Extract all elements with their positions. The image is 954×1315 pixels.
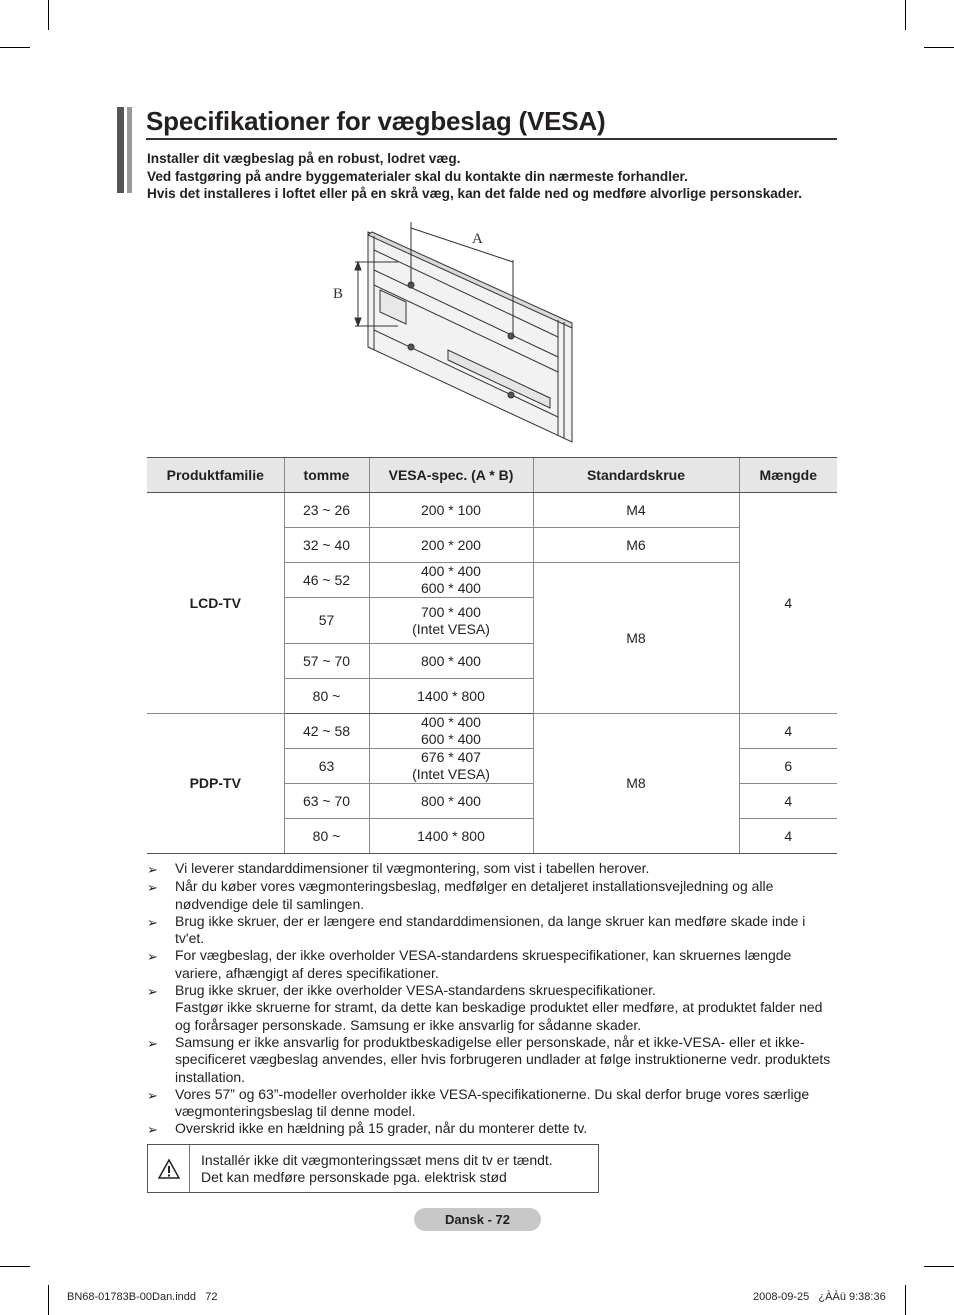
family-cell: PDP-TV (147, 714, 284, 854)
screw-cell: M8 (533, 714, 739, 854)
column-header: Produktfamilie (147, 458, 284, 493)
note-text: Når du køber vores vægmonteringsbeslag, medfølger en detaljeret installationsvejledning og alle nødvendige dele til samlingen. (175, 878, 774, 912)
note-item (147, 947, 837, 982)
arrow-icon: ➢ (147, 949, 158, 965)
column-header: Mængde (739, 458, 837, 493)
note-item (147, 860, 837, 878)
diagram-label-a: A (472, 231, 483, 247)
column-header: Standardskrue (533, 458, 739, 493)
vesa-cell: 1400 * 800 (369, 679, 533, 714)
tv-back-diagram (328, 210, 588, 450)
title-accent-bar (117, 107, 124, 193)
note-text: Vi leverer standarddimensioner til vægmontering, som vist i tabellen herover. (175, 860, 650, 876)
screw-cell: M8 (533, 563, 739, 714)
note-text: Vores 57” og 63”-modeller overholder ikke VESA-specifikationerne. Du skal derfor bruge vores særlige vægmonteringsbeslag til denne model. (175, 1085, 810, 1120)
note-text: Fastgør ikke skruerne for stramt, da dette kan beskadige produktet eller medføre, at produktet falder ned og forårsager personskade. Samsung er ikke ansvarlig for sådanne skader. (175, 999, 823, 1033)
screw-cell: M6 (533, 528, 739, 563)
vesa-line: 600 * 400 (421, 580, 481, 596)
warning-text (190, 1152, 553, 1186)
vesa-spec-table (147, 457, 837, 854)
note-text: Samsung er ikke ansvarlig for produktbeskadigelse eller personskade, når et ikke-VESA- eller et ikke-specificeret vægbeslag anvendes, eller hvis forbrugeren undlader at følge instruktionerne vedr. produktets installation. (175, 1033, 831, 1085)
crop-mark (0, 1266, 30, 1267)
column-header: tomme (284, 458, 369, 493)
inch-cell: 57 ~ 70 (284, 644, 369, 679)
vesa-line: 676 * 407 (421, 749, 481, 765)
note-item (147, 913, 837, 948)
note-text: For vægbeslag, der ikke overholder VESA-standardens skruespecifikationer, kan skruernes længde variere, afhængigt af deres specifikationer. (175, 947, 792, 981)
crop-mark (924, 47, 954, 48)
warning-box (147, 1144, 599, 1193)
arrow-icon: ➢ (147, 914, 158, 930)
intro-line: Hvis det installeres i loftet eller på en skrå væg, kan det falde ned og medføre alvorlige personskader. (147, 186, 802, 201)
note-item (147, 1086, 837, 1121)
intro-text (147, 150, 802, 203)
warning-line: Installér ikke dit vægmonteringssæt mens dit tv er tændt. (201, 1151, 553, 1168)
table-row (147, 493, 837, 528)
note-item (147, 982, 837, 1034)
vesa-cell (369, 714, 533, 749)
vesa-cell: 800 * 400 (369, 784, 533, 819)
crop-mark (48, 0, 49, 30)
crop-mark (48, 1285, 49, 1315)
inch-cell: 46 ~ 52 (284, 563, 369, 598)
crop-mark (924, 1266, 954, 1267)
arrow-icon: ➢ (147, 1122, 158, 1138)
note-text: Brug ikke skruer, der ikke overholder VESA-standardens skruespecifikationer. (175, 982, 656, 999)
warning-line: Det kan medføre personskade pga. elektrisk stød (201, 1168, 507, 1185)
vesa-cell: 1400 * 800 (369, 819, 533, 854)
quantity-cell: 4 (739, 714, 837, 749)
inch-cell: 80 ~ (284, 679, 369, 714)
note-item (147, 1120, 837, 1138)
vesa-line: (Intet VESA) (412, 766, 490, 782)
quantity-cell: 6 (739, 749, 837, 784)
vesa-cell: 200 * 100 (369, 493, 533, 528)
warning-icon (148, 1145, 190, 1192)
intro-line: Installer dit vægbeslag på en robust, lodret væg. (147, 151, 461, 166)
page-title: Specifikationer for vægbeslag (VESA) (146, 106, 606, 136)
inch-cell: 80 ~ (284, 819, 369, 854)
note-text: Brug ikke skruer, der er længere end standarddimensionen, da lange skruer kan medføre skade inde i tv'et. (175, 912, 806, 947)
vesa-cell (369, 598, 533, 644)
title-accent-bar (127, 107, 132, 193)
quantity-cell: 4 (739, 784, 837, 819)
column-header: VESA-spec. (A * B) (369, 458, 533, 493)
page-number-badge: Dansk - 72 (414, 1208, 541, 1231)
family-cell: LCD-TV (147, 493, 284, 714)
inch-cell: 23 ~ 26 (284, 493, 369, 528)
crop-mark (905, 1285, 906, 1315)
arrow-icon: ➢ (147, 984, 158, 1000)
vesa-line: 700 * 400 (421, 603, 481, 620)
table-row (147, 714, 837, 749)
footer-timestamp: 2008-09-25 ¿ÀÀü 9:38:36 (753, 1291, 886, 1303)
intro-line: Ved fastgøring på andre byggematerialer skal du kontakte din nærmeste forhandler. (147, 168, 688, 184)
footer-file: BN68-01783B-00Dan.indd 72 (67, 1291, 218, 1303)
inch-cell: 57 (284, 598, 369, 644)
inch-cell: 63 ~ 70 (284, 784, 369, 819)
inch-cell: 42 ~ 58 (284, 714, 369, 749)
diagram-label-b: B (333, 286, 344, 302)
arrow-icon: ➢ (147, 1087, 158, 1103)
notes-list (147, 860, 837, 1139)
note-item (147, 878, 837, 913)
vesa-cell: 800 * 400 (369, 644, 533, 679)
note-text: Overskrid ikke en hældning på 15 grader, når du monterer dette tv. (175, 1120, 588, 1137)
vesa-line: 400 * 400 (421, 563, 481, 579)
arrow-icon: ➢ (147, 1035, 158, 1051)
vesa-cell (369, 563, 533, 598)
table-header-row (147, 458, 837, 493)
note-item (147, 1034, 837, 1086)
arrow-icon: ➢ (147, 880, 158, 896)
quantity-cell: 4 (739, 493, 837, 714)
vesa-line: 600 * 400 (421, 731, 481, 747)
crop-mark (0, 47, 30, 48)
crop-mark (905, 0, 906, 30)
arrow-icon: ➢ (147, 862, 158, 877)
vesa-cell (369, 749, 533, 784)
vesa-cell: 200 * 200 (369, 528, 533, 563)
vesa-line: 400 * 400 (421, 714, 481, 730)
inch-cell: 32 ~ 40 (284, 528, 369, 563)
inch-cell: 63 (284, 749, 369, 784)
vesa-line: (Intet VESA) (412, 620, 490, 637)
screw-cell: M4 (533, 493, 739, 528)
title-rule (146, 138, 837, 140)
quantity-cell: 4 (739, 819, 837, 854)
